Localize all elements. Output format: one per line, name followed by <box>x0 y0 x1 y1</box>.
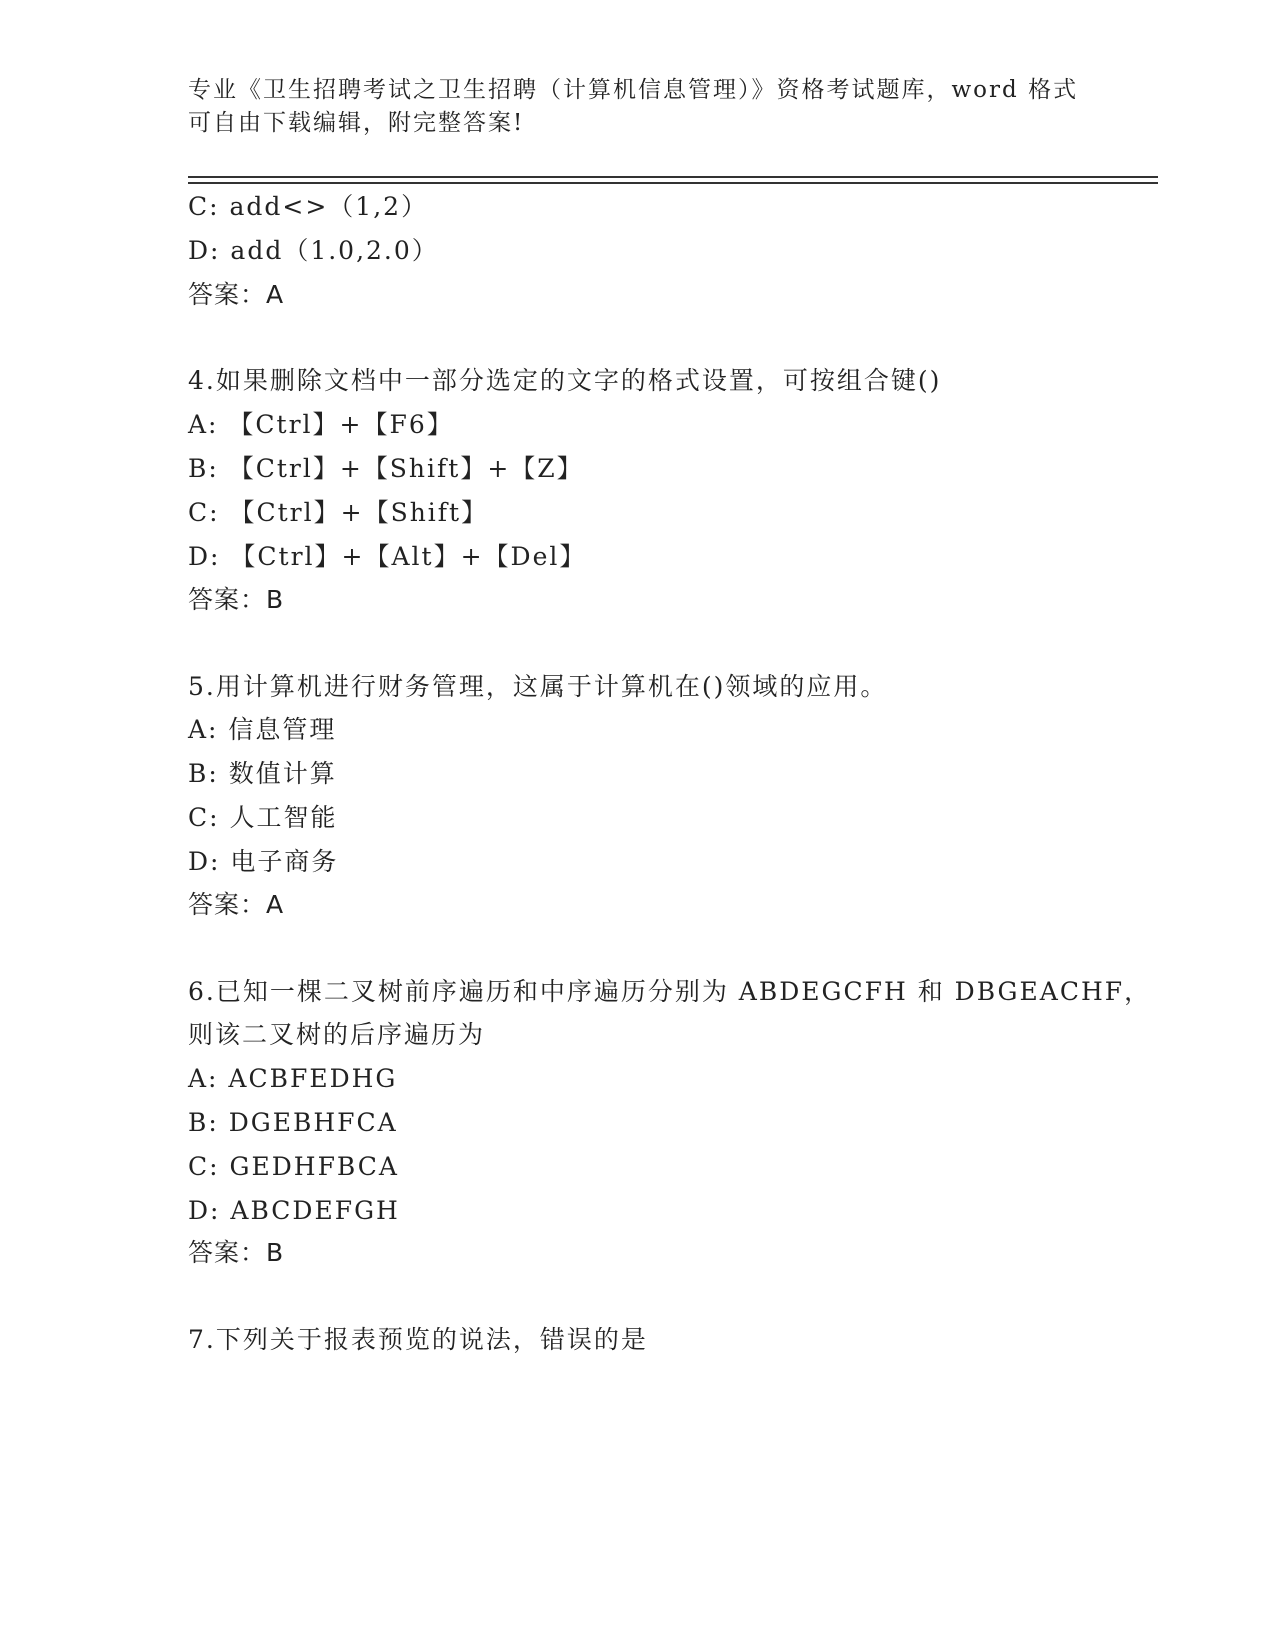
q4-stem: 4.如果删除文档中一部分选定的文字的格式设置，可按组合键() <box>188 366 942 395</box>
q6-option-a: A: ACBFEDHG <box>188 1064 398 1093</box>
q5-option-d: D: 电子商务 <box>188 847 339 876</box>
q4-option-a: A: 【Ctrl】+【F6】 <box>188 410 454 439</box>
header-line-2: 可自由下载编辑，附完整答案! <box>188 110 525 136</box>
q5-stem: 5.用计算机进行财务管理，这属于计算机在()领域的应用。 <box>188 672 888 701</box>
q6-stem-line-2: 则该二叉树的后序遍历为 <box>188 1020 486 1049</box>
q6-option-c: C: GEDHFBCA <box>188 1152 399 1181</box>
q4-answer: 答案：B <box>188 585 285 614</box>
q6-answer: 答案：B <box>188 1238 285 1267</box>
header-line-1: 专业《卫生招聘考试之卫生招聘（计算机信息管理）》资格考试题库，word 格式 <box>188 77 1079 103</box>
q5-option-b: B: 数值计算 <box>188 759 337 788</box>
q3-answer: 答案：A <box>188 280 285 309</box>
q6-stem-line-1: 6.已知一棵二叉树前序遍历和中序遍历分别为 ABDEGCFH 和 DBGEACHF， <box>188 977 1152 1006</box>
q3-option-c: C: add<>（1,2） <box>188 192 429 221</box>
q6-option-b: B: DGEBHFCA <box>188 1108 398 1137</box>
q4-option-c: C: 【Ctrl】+【Shift】 <box>188 498 489 527</box>
q7-stem: 7.下列关于报表预览的说法，错误的是 <box>188 1325 648 1354</box>
header-divider-bottom <box>188 182 1158 184</box>
q4-option-d: D: 【Ctrl】+【Alt】+【Del】 <box>188 542 587 571</box>
q4-option-b: B: 【Ctrl】+【Shift】+【Z】 <box>188 454 584 483</box>
page-header <box>188 74 1088 140</box>
q6-option-d: D: ABCDEFGH <box>188 1196 400 1225</box>
q3-option-d: D: add（1.0,2.0） <box>188 236 439 265</box>
q5-option-a: A: 信息管理 <box>188 715 337 744</box>
q5-answer: 答案：A <box>188 890 285 919</box>
q5-option-c: C: 人工智能 <box>188 803 338 832</box>
header-divider-top <box>188 176 1158 178</box>
